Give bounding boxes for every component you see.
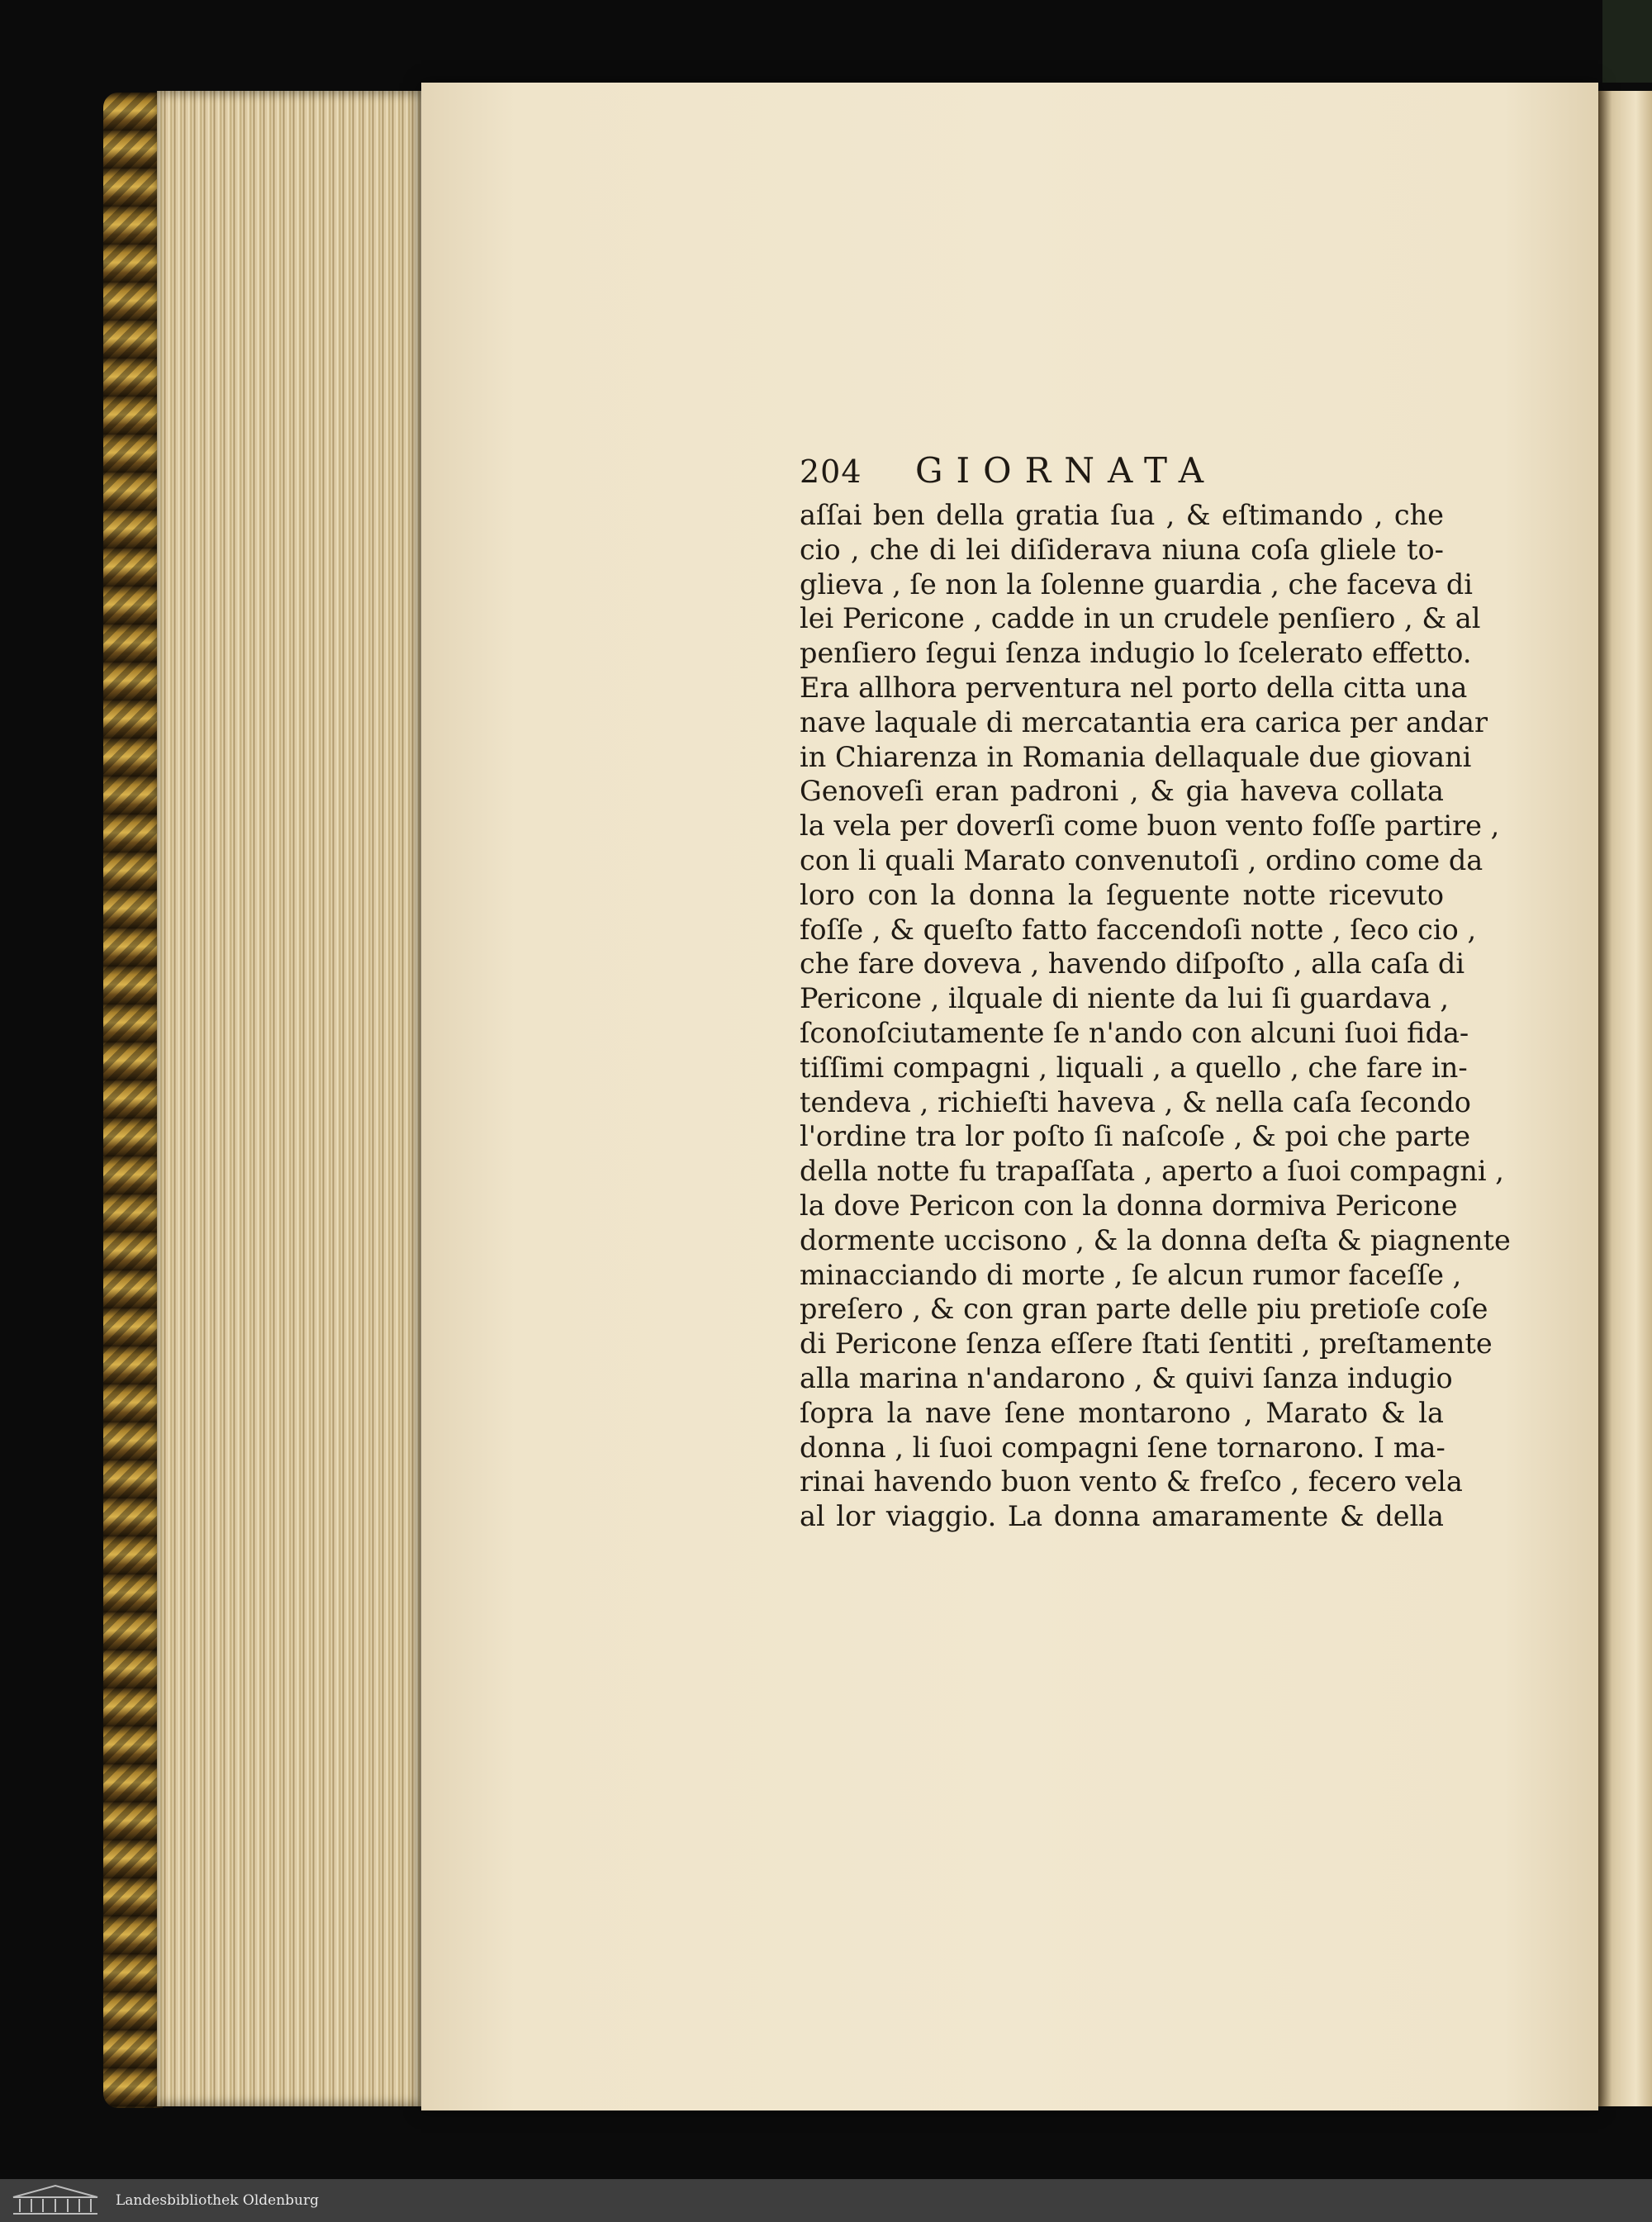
text-line: che fare doveva , havendo diſpoſto , alla caſa di bbox=[800, 947, 1465, 980]
text-line: la vela per doverſi come buon vento foſſe partire , bbox=[800, 810, 1500, 843]
text-line: con li quali Marato convenutoſi , ordino come da bbox=[800, 843, 1483, 876]
running-title: GIORNATA bbox=[915, 450, 1218, 491]
text-line: della notte fu trapaſſata , aperto a ſuoi compagni , bbox=[800, 1155, 1504, 1188]
text-line: preſero , & con gran parte delle piu pretioſe coſe bbox=[800, 1293, 1488, 1326]
book-spine bbox=[103, 93, 163, 2108]
page-number: 204 bbox=[800, 453, 862, 490]
text-line: aſſai ben della gratia ſua , & eſtimando , che bbox=[800, 499, 1444, 531]
text-line: tendeva , richieſti haveva , & nella caſa ſecondo bbox=[800, 1085, 1471, 1118]
text-line: al lor viaggio. La donna amaramente & della bbox=[800, 1500, 1444, 1533]
viewer-footer bbox=[0, 2179, 1652, 2222]
text-line: Era allhora perventura nel porto della citta una bbox=[800, 671, 1468, 704]
text-line: tiſſimi compagni , liquali , a quello , che fare in- bbox=[800, 1051, 1468, 1084]
text-line: rinai havendo buon vento & freſco , fecero vela bbox=[800, 1465, 1463, 1498]
background-cloth bbox=[1602, 0, 1652, 83]
text-line: loro con la donna la ſeguente notte ricevuto bbox=[800, 878, 1444, 911]
text-line: la dove Pericon con la donna dormiva Pericone bbox=[800, 1189, 1458, 1222]
text-line: Pericone , ilquale di niente da lui ſi guardava , bbox=[800, 982, 1450, 1015]
text-line: nave laquale di mercatantia era carica per andar bbox=[800, 705, 1488, 738]
text-line: dormente uccisono , & la donna deſta & piagnente bbox=[800, 1223, 1511, 1256]
text-line: l'ordine tra lor poſto ſi naſcoſe , & poi che parte bbox=[800, 1120, 1471, 1153]
text-block bbox=[800, 450, 1511, 1534]
library-building-icon[interactable] bbox=[10, 2184, 101, 2217]
text-line: cio , che di lei diſiderava niuna coſa gliele to- bbox=[800, 533, 1444, 566]
text-line: minacciando di morte , ſe alcun rumor faceſſe , bbox=[800, 1258, 1462, 1291]
running-head bbox=[800, 450, 1444, 493]
text-line: di Pericone ſenza eſſere ſtati ſentiti , preſtamente bbox=[800, 1327, 1493, 1360]
text-line: glieva , ſe non la ſolenne guardia , che faceva di bbox=[800, 567, 1474, 601]
page-edges bbox=[157, 91, 421, 2106]
text-line: penſiero ſegui ſenza indugio lo ſcelerato effetto. bbox=[800, 637, 1472, 670]
spine-ornament bbox=[103, 93, 163, 2108]
text-line: alla marina n'andarono , & quivi ſanza indugio bbox=[800, 1361, 1453, 1394]
text-line: foſſe , & queſto fatto faccendoſi notte , ſeco cio , bbox=[800, 913, 1477, 946]
text-line: ſopra la nave ſene montarono , Marato & la bbox=[800, 1396, 1444, 1429]
facing-page-edge bbox=[1598, 91, 1652, 2106]
library-name[interactable]: Landesbibliothek Oldenburg bbox=[116, 2192, 320, 2209]
body-text bbox=[800, 498, 1511, 1534]
text-line: lei Pericone , cadde in un crudele penſiero , & al bbox=[800, 602, 1481, 635]
text-line: in Chiarenza in Romania dellaquale due giovani bbox=[800, 740, 1472, 773]
text-line: ſconoſciutamente ſe n'ando con alcuni ſuoi fida- bbox=[800, 1016, 1469, 1049]
text-line: donna , li ſuoi compagni ſene tornarono. I ma- bbox=[800, 1431, 1446, 1464]
text-line: Genoveſi eran padroni , & gia haveva collata bbox=[800, 775, 1444, 808]
